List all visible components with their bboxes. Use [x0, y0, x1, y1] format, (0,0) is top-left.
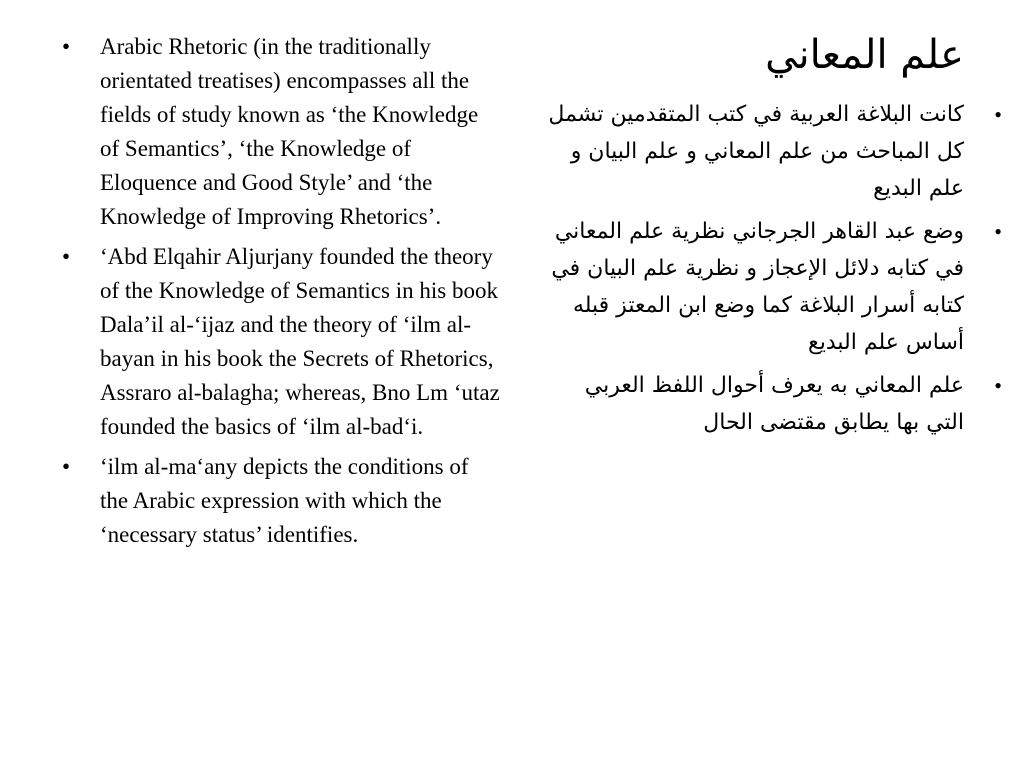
english-bullet-item-1: [62, 30, 502, 234]
arabic-bullet-item-1: [544, 96, 1002, 207]
bullet-icon: •: [62, 34, 71, 59]
arabic-bullet-text-1: كانت البلاغة العربية في كتب المتقدمين تشمل كل المباحث من علم المعاني و علم البيان و علم البديع: [548, 102, 964, 201]
bullet-icon: •: [994, 373, 1002, 398]
slide-title: علم المعاني: [765, 32, 964, 78]
english-bullet-item-2: [62, 240, 502, 444]
arabic-bullet-text-3: علم المعاني به يعرف أحوال اللفظ العربي التي بها يطابق مقتضى الحال: [584, 373, 964, 435]
english-column: [62, 30, 502, 558]
english-bullet-text-3: ‘ilm al-ma‘any depicts the conditions of the Arabic expression with which the ‘necessary status’ identifies.: [100, 454, 469, 547]
arabic-column: [544, 28, 1002, 447]
bullet-icon: •: [994, 219, 1002, 244]
arabic-bullet-item-3: [544, 367, 1002, 441]
bullet-icon: •: [994, 102, 1002, 127]
english-bullet-list: [62, 30, 502, 552]
english-bullet-text-1: Arabic Rhetoric (in the traditionally orientated treatises) encompasses all the fields of study known as ‘the Knowledge of Semantics’, ‘the Knowledge of Eloquence and Good Style’ and ‘the Knowledge of Improving Rhetorics’.: [100, 34, 479, 229]
arabic-bullet-list: [544, 96, 1002, 441]
bullet-icon: •: [62, 244, 71, 269]
arabic-bullet-item-2: [544, 213, 1002, 361]
english-bullet-item-3: [62, 450, 502, 552]
english-bullet-text-2: ‘Abd Elqahir Aljurjany founded the theory of the Knowledge of Semantics in his book Dala’il al-‘ijaz and the theory of ‘ilm al-bayan in his book the Secrets of Rhetorics, Assraro al-balagha; whereas, Bno Lm ‘utaz founded the basics of ‘ilm al-bad‘i.: [100, 244, 500, 439]
arabic-bullet-text-2: وضع عبد القاهر الجرجاني نظرية علم المعاني في كتابه دلائل الإعجاز و نظرية علم البيان في كتابه أسرار البلاغة كما وضع ابن المعتز قبله أساس علم البديع: [551, 219, 964, 355]
bullet-icon: •: [62, 454, 71, 479]
